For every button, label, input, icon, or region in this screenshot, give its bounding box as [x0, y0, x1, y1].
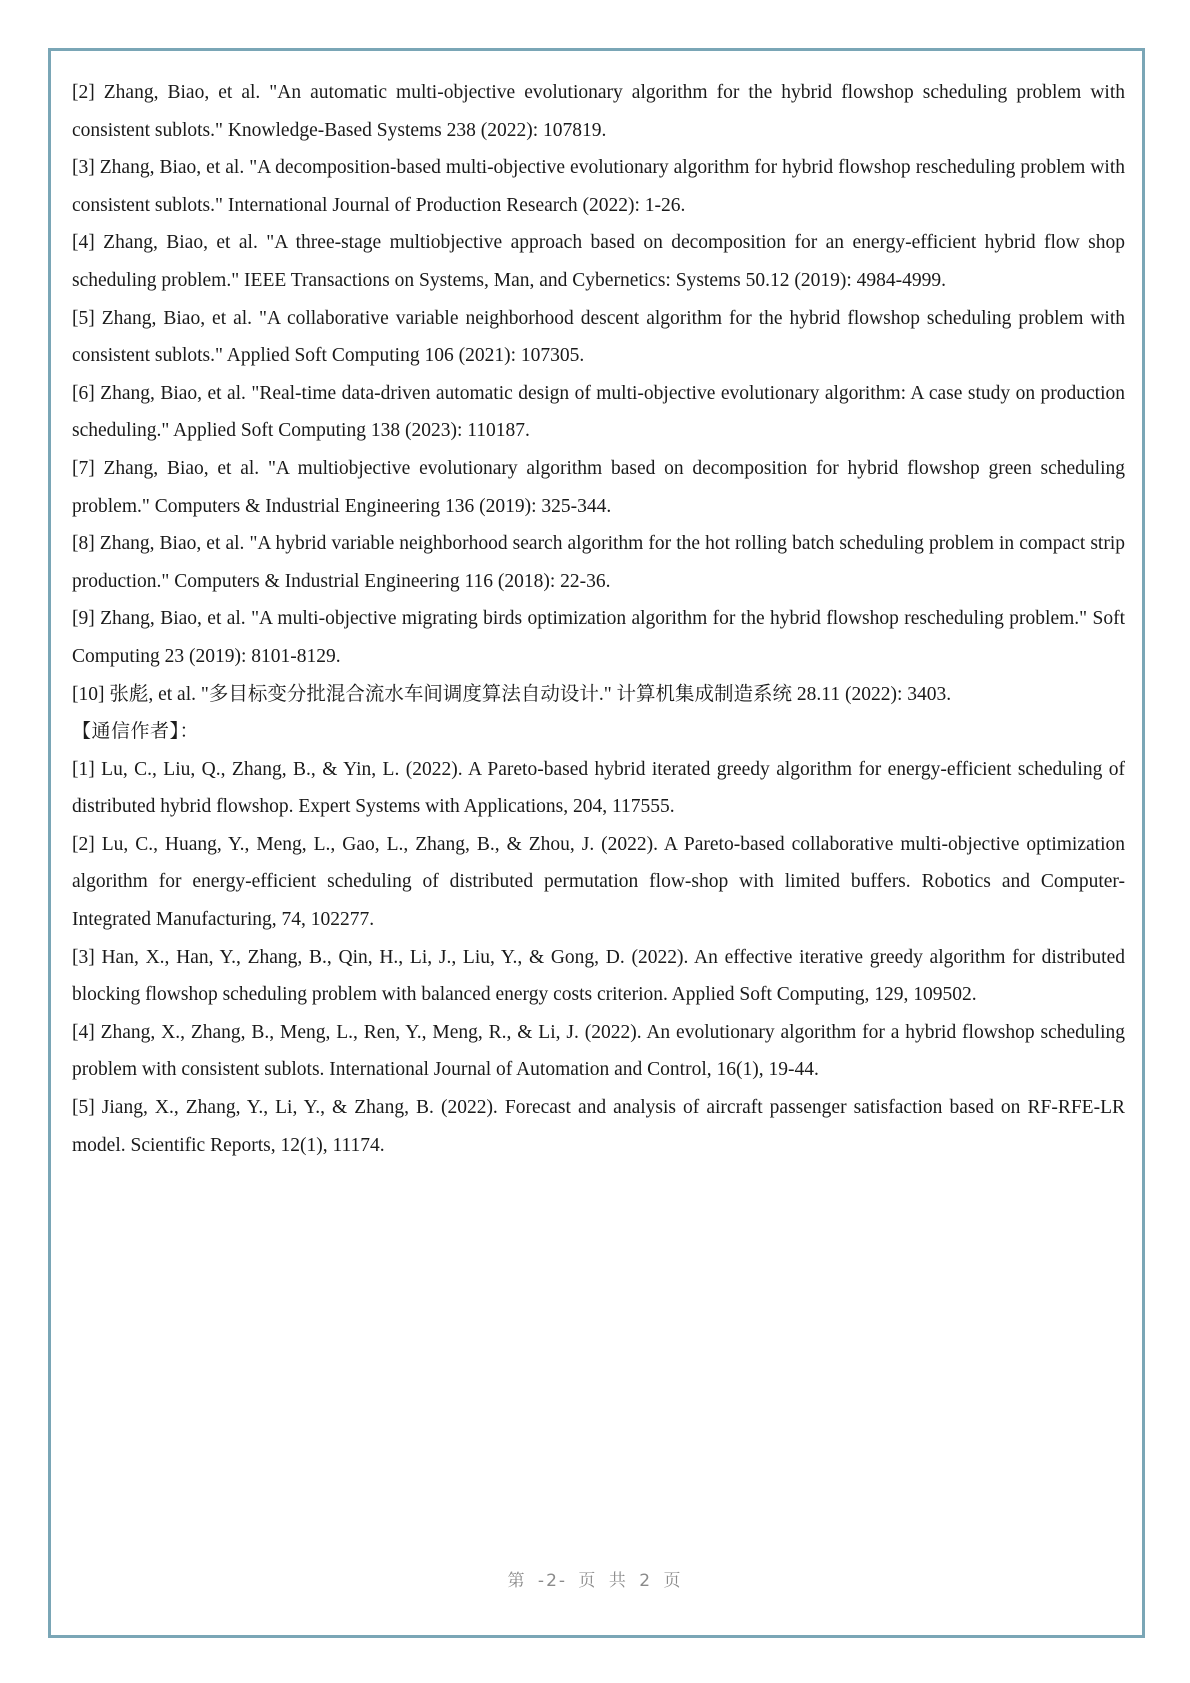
reference-item-3: [3] Zhang, Biao, et al. "A decomposition-based multi-objective evolutionary algorithm for hybrid flowshop rescheduling problem with consistent sublots." International Journal of Production Research (2022): 1-26.: [72, 157, 1125, 216]
reference-item-9: [9] Zhang, Biao, et al. "A multi-objective migrating birds optimization algorithm for the hybrid flowshop rescheduling problem." Soft Computing 23 (2019): 8101-8129.: [72, 608, 1125, 667]
reference-item-7: [7] Zhang, Biao, et al. "A multiobjective evolutionary algorithm based on decomposition for hybrid flowshop green scheduling problem." Computers & Industrial Engineering 136 (2019): 325-344.: [72, 457, 1125, 517]
reference-item-2: [2] Zhang, Biao, et al. "An automatic multi-objective evolutionary algorithm for the hybrid flowshop scheduling problem with consistent sublots." Knowledge-Based Systems 238 (2022): 107819.: [72, 82, 1125, 141]
reference-item-4: [4] Zhang, Biao, et al. "A three-stage multiobjective approach based on decomposition for an energy-efficient hybrid flow shop scheduling problem." IEEE Transactions on Systems, Man, and Cybernetics: Systems 50.12 (2019): 4984-4999.: [72, 232, 1125, 291]
corresponding-reference-item-1: [1] Lu, C., Liu, Q., Zhang, B., & Yin, L. (2022). A Pareto-based hybrid iterated greedy algorithm for energy-efficient scheduling of distributed hybrid flowshop. Expert Systems with Applications, 204, 117555.: [72, 758, 1125, 818]
corresponding-reference-item-3: [3] Han, X., Han, Y., Zhang, B., Qin, H., Li, J., Liu, Y., & Gong, D. (2022). An effective iterative greedy algorithm for distributed blocking flowshop scheduling problem with balanced energy costs criterion. Applied Soft Computing, 129, 109502.: [72, 946, 1125, 1006]
corresponding-author-heading: 【通信作者】：: [72, 720, 200, 743]
corresponding-reference-item-5: [5] Jiang, X., Zhang, Y., Li, Y., & Zhang, B. (2022). Forecast and analysis of aircraft passenger satisfaction based on RF-RFE-LR model. Scientific Reports, 12(1), 11174.: [72, 1097, 1125, 1156]
reference-item-5: [5] Zhang, Biao, et al. "A collaborative variable neighborhood descent algorithm for the hybrid flowshop scheduling problem with consistent sublots." Applied Soft Computing 106 (2021): 107305.: [72, 307, 1125, 367]
corresponding-reference-item-2: [2] Lu, C., Huang, Y., Meng, L., Gao, L., Zhang, B., & Zhou, J. (2022). A Pareto-based collaborative multi-objective optimization algorithm for energy-efficient scheduling of distributed permutation flow-shop with limited buffers. Robotics and Computer-Integrated Manufacturing, 74, 102277.: [72, 833, 1125, 931]
reference-item-6: [6] Zhang, Biao, et al. "Real-time data-driven automatic design of multi-objective evolutionary algorithm: A case study on production scheduling." Applied Soft Computing 138 (2023): 110187.: [72, 382, 1125, 442]
reference-list: [72, 74, 1125, 1164]
corresponding-reference-item-4: [4] Zhang, X., Zhang, B., Meng, L., Ren, Y., Meng, R., & Li, J. (2022). An evolutionary algorithm for a hybrid flowshop scheduling problem with consistent sublots. International Journal of Automation and Control, 16(1), 19-44.: [72, 1021, 1125, 1081]
reference-item-10: [10] 张彪, et al. "多目标变分批混合流水车间调度算法自动设计." 计算机集成制造系统 28.11 (2022): 3403.: [72, 683, 952, 705]
reference-item-8: [8] Zhang, Biao, et al. "A hybrid variable neighborhood search algorithm for the hot rolling batch scheduling problem in compact strip production." Computers & Industrial Engineering 116 (2018): 22-36.: [72, 533, 1125, 592]
page-number-footer: 第 -2- 页 共 2 页: [507, 1571, 683, 1591]
